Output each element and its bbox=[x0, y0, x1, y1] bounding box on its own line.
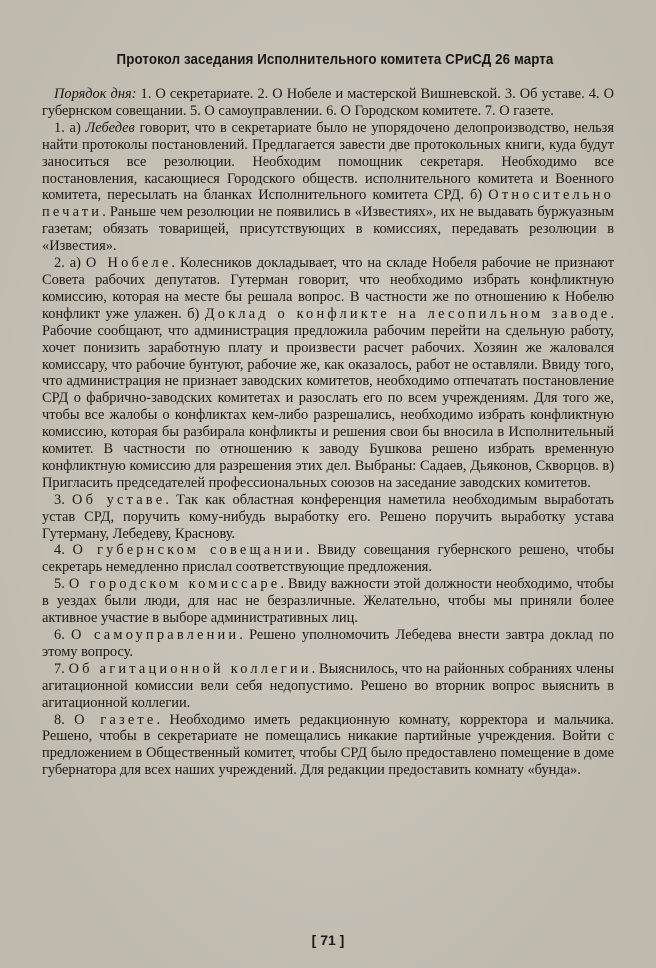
item-7-lead: 7. bbox=[54, 660, 69, 677]
agenda-paragraph bbox=[42, 86, 614, 120]
item-8-lead: 8. bbox=[54, 711, 75, 728]
item-3-paragraph bbox=[42, 492, 614, 543]
item-4-spaced-heading: О губернском совещании bbox=[72, 542, 307, 559]
document-body bbox=[42, 86, 614, 779]
agenda-text: 1. О секретариате. 2. О Нобеле и мастерской Вишневской. 3. Об уставе. 4. О губернском совещании. 5. О самоуправлении. 6. О Городском комитете. 7. О газете. bbox=[42, 86, 614, 119]
item-4-paragraph bbox=[42, 542, 614, 576]
item-1-paragraph bbox=[42, 120, 614, 255]
item-7-paragraph bbox=[42, 661, 614, 712]
item-6-spaced-heading: О самоуправлении bbox=[71, 627, 240, 643]
item-2-text-1: . Колесников докладывает, что на складе Нобеля рабочие не признают Совета рабочих депутатов. Гутерман говорит, что необходимо избрать конфликтную комиссию, которая на месте бы решала вопрос. В частности же по отношению к Нобелю конфликт уже улажен. б) bbox=[42, 255, 614, 322]
item-4-text: . Ввиду совещания губернского решено, чтобы секретарь немедленно прислал соответствующие предложения. bbox=[42, 542, 615, 576]
item-2-text-2: . Рабочие сообщают, что администрация предложила рабочим перейти на сдельную работу, хочет понизить заработную плату и произвести расчет рабочих. Хозяин же жаловался комиссару, что рабочие бунтуют, рабочие же, как оказалось, работ не оставляли. Ввиду того, что администрация не признает заводских комитетов, необходимо отпечатать постановление СРД о фабрично-заводских комитетах и разослать его по всем учреждениям. Для того же, чтобы все жалобы о конфликтах кем-либо разрешались, необходимо избрать конфликтную комиссию, которая бы разбирала конфликты и решения свои бы вносила в Исполнительный комитет. В частности по отношению к заводу Бушкова решено избрать временную конфликтную комиссию для разрешения этих дел. Выбраны: Садаев, Дьяконов, Скворцов. в) Пригласить председателей профессиональных союзов на заседание заводских комитетов. bbox=[42, 305, 614, 491]
item-5-text: . Ввиду важности этой должности необходимо, чтобы в уездах были люди, для нас не безразличные. Желательно, чтобы мы приняли более активное участие в выборе административных лиц. bbox=[42, 576, 614, 627]
item-2-spaced-heading-2: Доклад о конфликте на лесопильном заводе bbox=[204, 305, 611, 322]
item-5-spaced-heading: О городском комиссаре bbox=[68, 576, 281, 593]
item-7-spaced-heading: Об агитационной коллегии bbox=[68, 660, 312, 677]
item-3-spaced-heading: Об уставе bbox=[72, 491, 166, 508]
document-title: Протокол заседания Исполнительного комитета СРиСД 26 марта bbox=[116, 52, 554, 68]
page-number: [ 71 ] bbox=[311, 932, 345, 948]
item-3-lead: 3. bbox=[54, 491, 73, 508]
item-1-lead: 1. а) bbox=[54, 119, 86, 136]
item-5-paragraph bbox=[42, 576, 614, 627]
item-4-lead: 4. bbox=[54, 542, 73, 559]
item-6-text: . Решено уполномочить Лебедева внести завтра доклад по этому вопросу. bbox=[42, 627, 614, 660]
item-1-text-2: . Раньше чем резолюции не появились в «Известиях», их не выдавать буржуазным газетам; обязать товарищей, присутствующих в комиссиях, передавать резолюции в «Известия». bbox=[42, 204, 614, 255]
item-8-spaced-heading: О газете bbox=[74, 711, 157, 728]
item-6-lead: 6. bbox=[54, 627, 72, 643]
item-3-text: . Так как областная конференция наметила необходимым выработать устав СРД, поручить кому-нибудь выработку его. Решено поручить выработку устава Гутерману, Лебедеву, Краснову. bbox=[42, 491, 614, 542]
item-8-text: . Необходимо иметь редакционную комнату, корректора и мальчика. Решено, чтобы в секретариате не помещались никакие партийные учреждения. Войти с предложением в Общественный комитет, чтобы СРД было предоставлено помещение в доме губернатора для всех наших учреждений. Для редакции предоставить комнату «бунда». bbox=[42, 711, 614, 779]
item-2-spaced-heading-1: О Нобеле bbox=[85, 255, 172, 272]
item-8-paragraph bbox=[42, 712, 614, 780]
item-6-paragraph bbox=[42, 627, 614, 661]
item-1-speaker: Лебедев bbox=[85, 119, 135, 136]
item-2-lead: 2. а) bbox=[54, 255, 86, 272]
item-7-text: . Выяснилось, что на районных собраниях члены агитационной комиссии вели себя недопустимо. Решено во вторник вопрос выяснить в агитационной коллегии. bbox=[42, 660, 615, 711]
item-5-lead: 5. bbox=[54, 576, 69, 593]
agenda-label: Порядок дня: bbox=[54, 86, 137, 102]
item-2-paragraph bbox=[42, 255, 614, 492]
item-1-text-1: говорит, что в секретариате было не упорядочено делопроизводство, нельзя найти протоколы постановлений. Предлагается завести две протокольных книги, куда будут заноситься все резолюции. Необходим помощник секретаря. Необходимо все постановления, касающиеся Городского обществ. исполнительного комитета и Военного комитета, пересылать на бланках Исполнительного комитета СРД. б) bbox=[42, 119, 614, 204]
item-1-spaced-heading: Относительно печати bbox=[42, 187, 614, 221]
